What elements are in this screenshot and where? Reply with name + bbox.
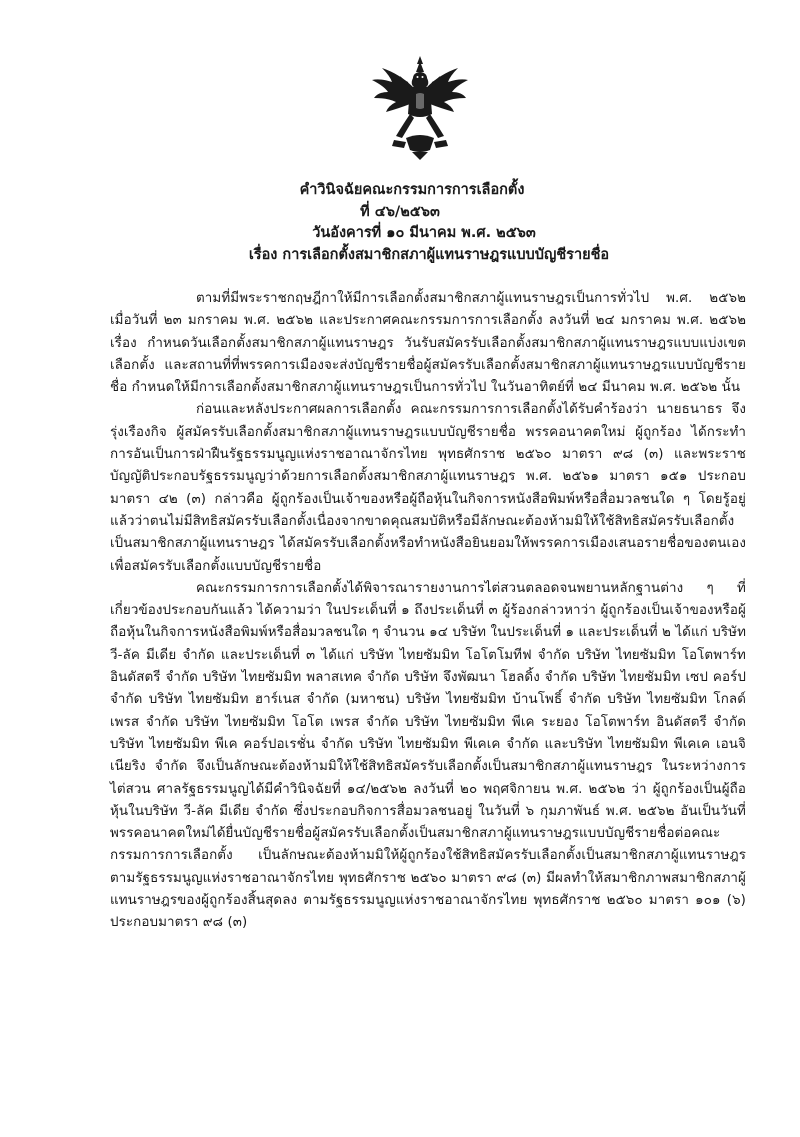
document-heading — [0, 180, 800, 266]
paragraph-3: คณะกรรมการการเลือกตั้งได้พิจารณารายงานการไต่สวนตลอดจนพยานหลักฐานต่าง ๆ ที่เกี่ยวข้องประกอบกันแล้ว ได้ความว่า ในประเด็นที่ ๑ ถึงประเด็นที่ ๓ ผู้ร้องกล่าวหาว่า ผู้ถูกร้องเป็นเจ้าของหรือผู้ถือหุ้นในกิจการหนังสือพิมพ์หรือสื่อมวลชนใด ๆ จำนวน ๑๔ บริษัท ในประเด็นที่ ๑ และประเด็นที่ ๒ ได้แก่ บริษัท วี-ลัค มีเดีย จำกัด และประเด็นที่ ๓ ได้แก่ บริษัท ไทยซัมมิท โอโตโมทีฟ จำกัด บริษัท ไทยซัมมิท โอโตพาร์ท อินดัสตรี จำกัด บริษัท ไทยซัมมิท พลาสเทค จำกัด บริษัท จึงพัฒนา โฮลดิ้ง จำกัด บริษัท ไทยซัมมิท เซป คอร์ป จำกัด บริษัท ไทยซัมมิท ฮาร์เนส จำกัด (มหาชน) บริษัท ไทยซัมมิท บ้านโพธิ์ จำกัด บริษัท ไทยซัมมิท โกลด์ เพรส จำกัด บริษัท ไทยซัมมิท โอโต เพรส จำกัด บริษัท ไทยซัมมิท พีเค ระยอง โอโตพาร์ท อินดัสตรี จำกัด บริษัท ไทยซัมมิท พีเค คอร์ปอเรชั่น จำกัด บริษัท ไทยซัมมิท พีเคเค จำกัด และบริษัท ไทยซัมมิท พีเคเค เอนจิเนียริง จำกัด จึงเป็นลักษณะต้องห้ามมิให้ใช้สิทธิสมัครรับเลือกตั้งเป็นสมาชิกสภาผู้แทนราษฎร ในระหว่างการไต่สวน ศาลรัฐธรรมนูญได้มีคำวินิจฉัยที่ ๑๔/๒๕๖๒ ลงวันที่ ๒๐ พฤศจิกายน พ.ศ. ๒๕๖๒ ว่า ผู้ถูกร้องเป็นผู้ถือหุ้นในบริษัท วี-ลัค มีเดีย จำกัด ซึ่งประกอบกิจการสื่อมวลชนอยู่ ในวันที่ ๖ กุมภาพันธ์ พ.ศ. ๒๕๖๒ อันเป็นวันที่พรรคอนาคตใหม่ได้ยื่นบัญชีรายชื่อผู้สมัครรับเลือกตั้งเป็นสมาชิกสภาผู้แทนราษฎรแบบบัญชีรายชื่อต่อคณะกรรมการการเลือกตั้ง เป็นลักษณะต้องห้ามมิให้ผู้ถูกร้องใช้สิทธิสมัครรับเลือกตั้งเป็นสมาชิกสภาผู้แทนราษฎร ตามรัฐธรรมนูญแห่งราชอาณาจักรไทย พุทธศักราช ๒๕๖๐ มาตรา ๙๘ (๓) มีผลทำให้สมาชิกภาพสมาชิกสภาผู้แทนราษฎรของผู้ถูกร้องสิ้นสุดลง ตามรัฐธรรมนูญแห่งราชอาณาจักรไทย พุทธศักราช ๒๕๖๐ มาตรา ๑๐๑ (๖) ประกอบมาตรา ๙๘ (๓) — [110, 580, 746, 931]
paragraph-1: ตามที่มีพระราชกฤษฎีกาให้มีการเลือกตั้งสมาชิกสภาผู้แทนราษฎรเป็นการทั่วไป พ.ศ. ๒๕๖๒ เมื่อวันที่ ๒๓ มกราคม พ.ศ. ๒๕๖๒ และประกาศคณะกรรมการการเลือกตั้ง ลงวันที่ ๒๔ มกราคม พ.ศ. ๒๕๖๒ เรื่อง กำหนดวันเลือกตั้งสมาชิกสภาผู้แทนราษฎร วันรับสมัครรับเลือกตั้งสมาชิกสภาผู้แทนราษฎรแบบแบ่งเขตเลือกตั้ง และสถานที่ที่พรรคการเมืองจะส่งบัญชีรายชื่อผู้สมัครรับเลือกตั้งสมาชิกสภาผู้แทนราษฎรแบบบัญชีรายชื่อ กำหนดให้มีการเลือกตั้งสมาชิกสภาผู้แทนราษฎรเป็นการทั่วไป ในวันอาทิตย์ที่ ๒๔ มีนาคม พ.ศ. ๒๕๖๒ นั้น — [110, 291, 746, 396]
document-title: คำวินิจฉัยคณะกรรมการการเลือกตั้ง — [299, 182, 525, 198]
document-number: ที่ ๔๖/๒๕๖๓ — [360, 203, 440, 220]
document-subject: เรื่อง การเลือกตั้งสมาชิกสภาผู้แทนราษฎรแบบบัญชีรายชื่อ — [248, 246, 610, 263]
document-date: วันอังคารที่ ๑๐ มีนาคม พ.ศ. ๒๕๖๓ — [312, 225, 536, 241]
paragraph-2: ก่อนและหลังประกาศผลการเลือกตั้ง คณะกรรมการการเลือกตั้งได้รับคำร้องว่า นายธนาธร จึงรุ่งเรืองกิจ ผู้สมัครรับเลือกตั้งสมาชิกสภาผู้แทนราษฎรแบบบัญชีรายชื่อ พรรคอนาคตใหม่ ผู้ถูกร้อง ได้กระทำการอันเป็นการฝ่าฝืนรัฐธรรมนูญแห่งราชอาณาจักรไทย พุทธศักราช ๒๕๖๐ มาตรา ๙๘ (๓) และพระราชบัญญัติประกอบรัฐธรรมนูญว่าด้วยการเลือกตั้งสมาชิกสภาผู้แทนราษฎร พ.ศ. ๒๕๖๑ มาตรา ๑๕๑ ประกอบมาตรา ๔๒ (๓) กล่าวคือ ผู้ถูกร้องเป็นเจ้าของหรือผู้ถือหุ้นในกิจการหนังสือพิมพ์หรือสื่อมวลชนใด ๆ โดยรู้อยู่แล้วว่าตนไม่มีสิทธิสมัครรับเลือกตั้งเนื่องจากขาดคุณสมบัติหรือมีลักษณะต้องห้ามมิให้ใช้สิทธิสมัครรับเลือกตั้งเป็นสมาชิกสภาผู้แทนราษฎร ได้สมัครรับเลือกตั้งหรือทำหนังสือยินยอมให้พรรคการเมืองเสนอรายชื่อของตนเองเพื่อสมัครรับเลือกตั้งแบบบัญชีรายชื่อ — [110, 402, 746, 574]
document-body — [110, 288, 746, 935]
garuda-emblem-icon — [370, 54, 470, 160]
